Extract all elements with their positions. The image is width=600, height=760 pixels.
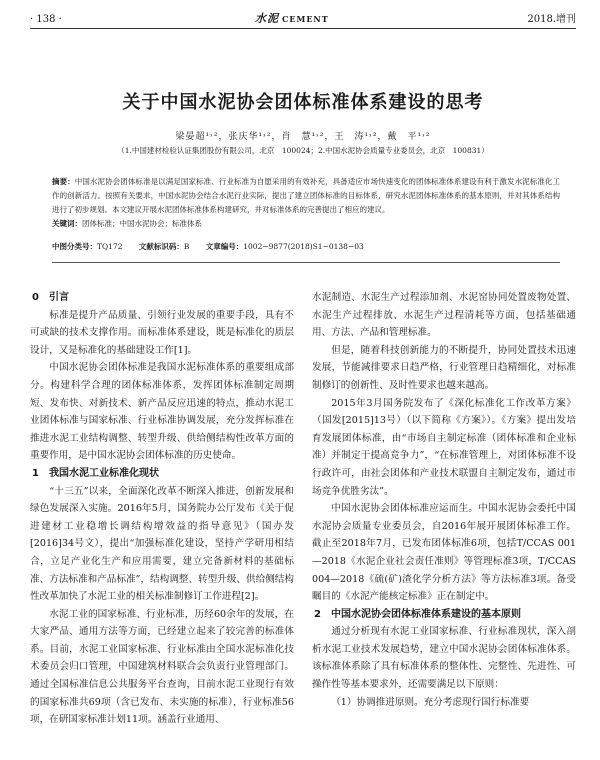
body-column-left xyxy=(30,289,294,729)
article-authors: 梁晏超¹˒²，张庆华¹˒²，肖 慧¹˒²，王 涛¹˒²，戴 平¹˒² xyxy=(175,132,431,142)
keywords-text: 团体标准；中国水泥协会；标准体系 xyxy=(82,219,202,228)
abstract-label: 摘要： xyxy=(52,177,75,186)
paragraph: 中国水泥协会团体标准是我国水泥标准体系的重要组成部分。构建科学合理的团体标准体系，发挥团体标准制定周期短、发布快、对新技术、新产品反应迅速的特点，推动水泥工业团体标准与国家标准、行业标准协调发展，充分发挥标准在推进水泥工业结构调整、转型升级、供给侧结构性改革方面的重要作用，是中国水泥协会团体标准的历史使命。 xyxy=(30,362,294,462)
journal-logo xyxy=(255,11,329,27)
divider-rule xyxy=(52,262,560,263)
paragraph: 水泥制造、水泥生产过程添加剂、水泥窑协同处置废物处置、水泥生产过程排放、水泥生产过程清耗等方面，包括基础通用、方法、产品和管理标准。 xyxy=(312,292,576,339)
page-number: · 138 · xyxy=(30,14,62,25)
section-heading-introduction: 0 引言 xyxy=(32,292,69,303)
article-id-label: 文章编号： xyxy=(205,242,244,251)
section-heading-principles: 2 中国水泥协会团体标准体系建设的基本原则 xyxy=(314,608,521,620)
paragraph: （1）协调推进原则。充分考虑现行国行标准要 xyxy=(331,696,530,708)
article-meta xyxy=(52,240,560,254)
paragraph: 2015年3月国务院发布了《深化标准化工作改革方案》（国发[2015]13号）（以下简称《方案》）。《方案》提出发培育发展团体标准，由“市场自主制定标准（团体标准和企业标准）并制定于提高竞争力”，“在标准管理上，对团体标准不设行政许可，由社会团体和产业技术联盟自主制定发布，通过市场竞争优胜劣汰”。 xyxy=(312,397,576,497)
issue-label: 2018.增刊 xyxy=(527,14,576,25)
keywords-label: 关键词： xyxy=(52,219,82,228)
article-affiliations: （1.中国建材检验认证集团股份有限公司，北京 100024；2.中国水泥协会质量专业委员会，北京 100831） xyxy=(117,146,489,155)
doc-code-value: B xyxy=(183,242,190,251)
paragraph: 但是，随着科技创新能力的不断提升，协同处置技术迅速发展，节能减排要求日趋严格，行业管理日趋精细化，对标准制修订的创新性、及时性要求也越来越高。 xyxy=(312,344,576,391)
body-column-right xyxy=(312,289,576,711)
section-heading-status: 1 我国水泥工业标准化现状 xyxy=(32,467,159,479)
running-header xyxy=(30,12,576,29)
journal-logo-cn: 水泥 xyxy=(255,12,279,25)
clc-value: TQ172 xyxy=(97,242,123,251)
abstract xyxy=(52,175,560,217)
keywords xyxy=(52,217,560,231)
paragraph: 中国水泥协会团体标准应运而生。中国水泥协会委托中国水泥协会质量专业委员会，自2016年展开展团体标准工作。截止至2018年7月，已发布团体标准6项，包括T/CCAS 001—2018《水泥企业社会责任准则》等管理标准3项，T/CCAS 004—2018《硫(矿)渣化学分析方法》等方法标准3项。备受瞩目的《水泥产能核定标准》正在制定中。 xyxy=(312,503,576,603)
doc-code-label: 文献标识码： xyxy=(138,242,184,251)
article-id-value: 1002−9877(2018)S1−0138−03 xyxy=(243,242,364,251)
paragraph: “十三五”以来，全面深化改革不断深入推进，创新发展和绿色发展深入实施。2016年5月，国务院办公厅发布《关于促进建材工业稳增长调结构增效益的指导意见》（国办发[2016]34号文），提出“加强标准化建设，坚持产学研用相结合，立足产业化生产和应用需要，建立完备新材料的基础标准、方法标准和产品标准”，结构调整、转型升级、供给侧结构性改革加快了水泥工业的相关标准制修订工作进程[2]。 xyxy=(30,485,294,603)
abstract-text: 中国水泥协会团体标准是以满足国家标准、行业标准为自愿采用的有效补充，具备适应市场快速变化的团体标准体系建设有利于激发水泥标准化工作的创新活力。按照有关要求，中国水泥协会结合水泥行业实际，提出了建立团体标准的目标体系，研究水泥团体标准体系的基本原则，并对其体系结构进行了初步规划。本文建议开展水泥团体标准体系构建研究，并对标准体系的完善提出了相应的建议。 xyxy=(52,177,560,214)
paragraph: 标准是提升产品质量、引领行业发展的重要手段，具有不可或缺的技术支撑作用。而标准体系建设，既是标准化的质层设计，又是标准化的基础建设工作[1]。 xyxy=(30,309,294,356)
article-title: 关于中国水泥协会团体标准体系建设的思考 xyxy=(122,92,484,113)
journal-logo-en: CEMENT xyxy=(282,14,329,24)
clc-label: 中图分类号： xyxy=(52,242,97,251)
paragraph: 通过分析现有水泥工业国家标准、行业标准现状，深入剖析水泥工业技术发展趋势，建立中国水泥协会团体标准体系。该标准体系除了具有标准体系的整体性、完整性、先进性、可操作性等基本要求外，还需要满足以下原则： xyxy=(312,626,576,691)
paragraph: 水泥工业的国家标准、行业标准，历经60余年的发展，在大家严品、通用方法等方面，已经建立起来了较完善的标准体系。目前，水泥工业国家标准、行业标准由全国水泥标准化技术委员会归口管理，中国建筑材料联合会负责行业管理部门。通过全国标准信息公共服务平台查询，目前水泥工业现行有效的国家标准共69项（含已发布、未实施的标准），行业标准56项，在研国家标准计划11项。涵盖行业通用、 xyxy=(30,608,294,726)
